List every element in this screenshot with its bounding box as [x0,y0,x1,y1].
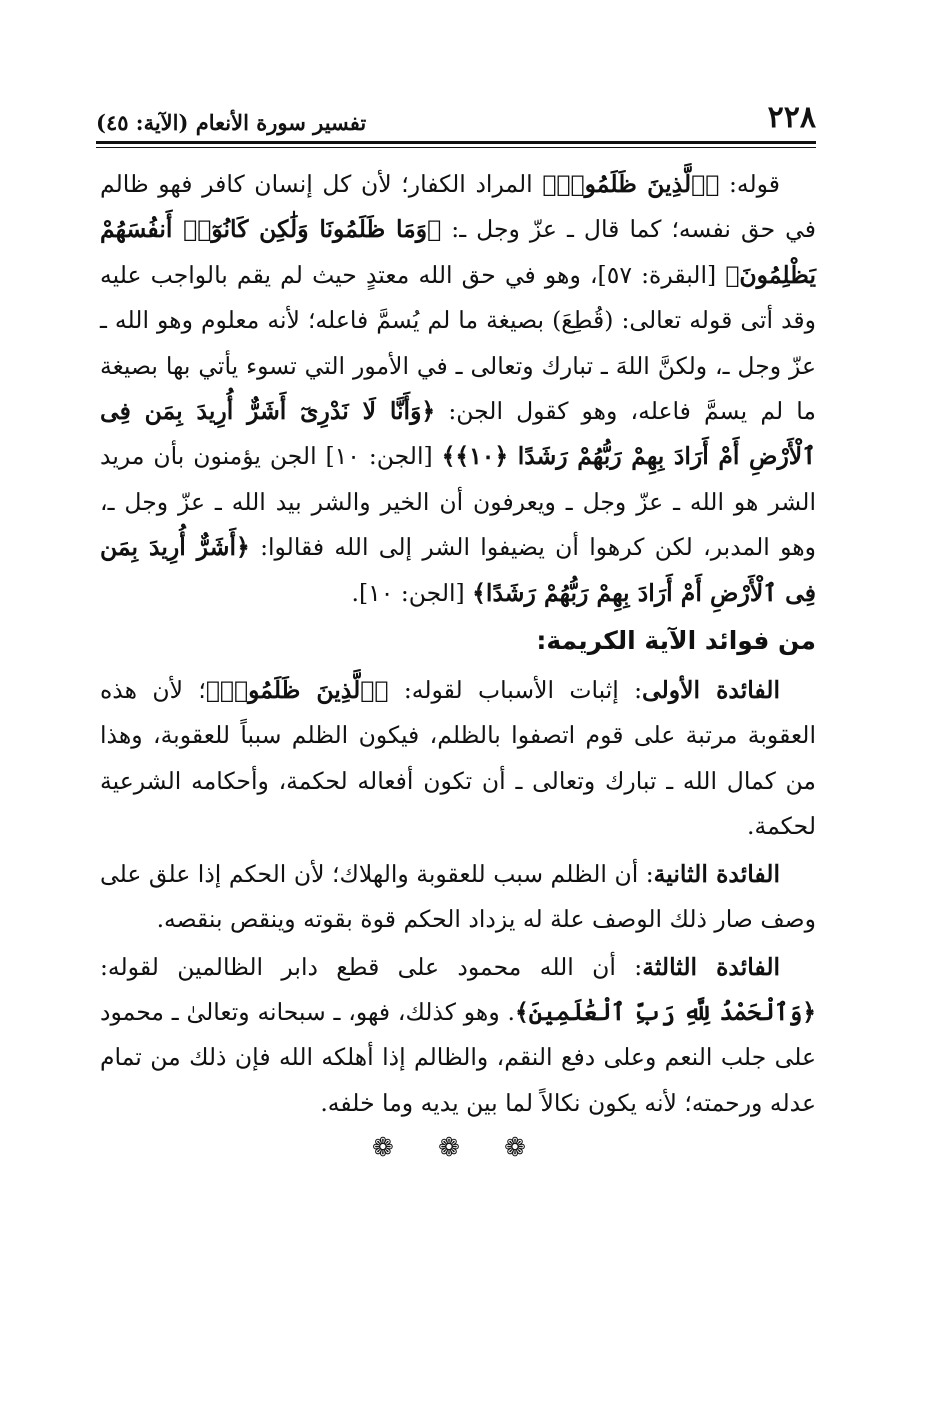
page-header [96,92,816,138]
header-rule [96,141,816,148]
section-heading: من فوائد الآية الكريمة: [536,626,816,656]
intro-text-4: [الجن: ١٠] الجن يؤمنون بأن مريد الشر هو الله ـ عزّ وجل ـ ويعرفون أن الخير والشر بيد الله ـ عزّ وجل ـ، وهو المدبر، لكن كرهوا أن يضيفوا الشر إلى الله فقالوا: [100,442,816,562]
benefit-2-paragraph [100,852,816,943]
benefit-3-verse: ﴿وَٱلْحَمْدُ لِلَّهِ رَبِّ ٱلْعَٰلَمِينَ﴾ [514,997,817,1026]
quran-verse-1: ﴿ٱلَّذِينَ ظَلَمُوا۟﴾ [542,170,720,198]
page-body [100,162,816,1172]
benefit-1-text-1: : إثبات الأسباب لقوله: [388,676,643,705]
intro-text-1: قوله: [719,170,781,198]
running-title: تفسير سورة الأنعام (الآية: ٤٥) [96,110,367,135]
intro-text-3: [البقرة: ٥٧]، وهو في حق الله معتدٍ حيث لم يقم بالواجب عليه وقد أتى قوله تعالى: (قُطِعَ) بصيغة ما لم يُسمَّ فاعله؛ لأنه معلوم وهو الله ـ عزّ وجل ـ، ولكنَّ اللهَ ـ تبارك وتعالى ـ في الأمور التي تسوء يأتي بها بصيغة ما لم يسمَّ فاعله، وهو كقول الجن: [100,260,816,426]
quran-verse-2: ﴿وَمَا ظَلَمُونَا وَلَٰكِن كَانُوٓا۟ أَنفُسَهُمْ يَظْلِمُونَ﴾ [100,215,816,289]
benefit-3-paragraph [100,945,816,1127]
intro-text-2: المراد الكفار؛ لأن كل إنسان كافر فهو ظالم في حق نفسه؛ كما قال ـ عزّ وجل ـ: [100,170,816,244]
intro-text-5: [الجن: ١٠]. [351,578,473,607]
quran-verse-4: ﴿أَشَرٌّ أُرِيدَ بِمَن فِى ٱلْأَرْضِ أَمْ أَرَادَ بِهِمْ رَبُّهُمْ رَشَدًا﴾ [100,533,816,607]
intro-paragraph [100,162,816,616]
benefit-2-text-1: : أن الظلم سبب للعقوبة والهلاك؛ لأن الحكم إذا علق على وصف صار ذلك الوصف علة له يزداد الحكم قوة بقوته وينقص بنقصه. [100,859,816,934]
benefit-2-lead: الفائدة الثانية [653,859,780,888]
benefit-3-lead: الفائدة الثالثة [642,952,781,981]
page-number: ٢٢٨ [767,100,816,135]
benefit-3-text-1: : أن الله محمود على قطع دابر الظالمين لقوله: [100,952,643,981]
benefit-1-text-2: ؛ لأن هذه العقوبة مرتبة على قوم اتصفوا بالظلم، فيكون الظلم سبباً للعقوبة، وهذا من كمال الله ـ تبارك وتعالى ـ أن تكون أفعاله لحكمة، وأحكامه الشرعية لحكمة. [100,676,816,841]
quran-verse-3: ﴿وَأَنَّا لَا نَدْرِىٓ أَشَرٌّ أُرِيدَ بِمَن فِى ٱلْأَرْضِ أَمْ أَرَادَ بِهِمْ رَبُّهُمْ رَشَدًا ﴿١٠﴾﴾ [100,397,816,471]
benefit-1-verse: ﴿ٱلَّذِينَ ظَلَمُوا۟﴾ [205,676,389,705]
section-separator: ❁ ❁ ❁ [372,1133,544,1164]
benefit-3-text-2: . وهو كذلك، فهو، ـ سبحانه وتعالىٰ ـ محمود على جلب النعم وعلى دفع النقم، والظالم إذا أهلكه الله فإن ذلك من تمام عدله ورحمته؛ لأنه يكون نكالاً لما بين يديه وما خلفه. [100,997,816,1117]
benefit-1-paragraph [100,668,816,850]
benefit-1-lead: الفائدة الأولى [642,676,780,705]
